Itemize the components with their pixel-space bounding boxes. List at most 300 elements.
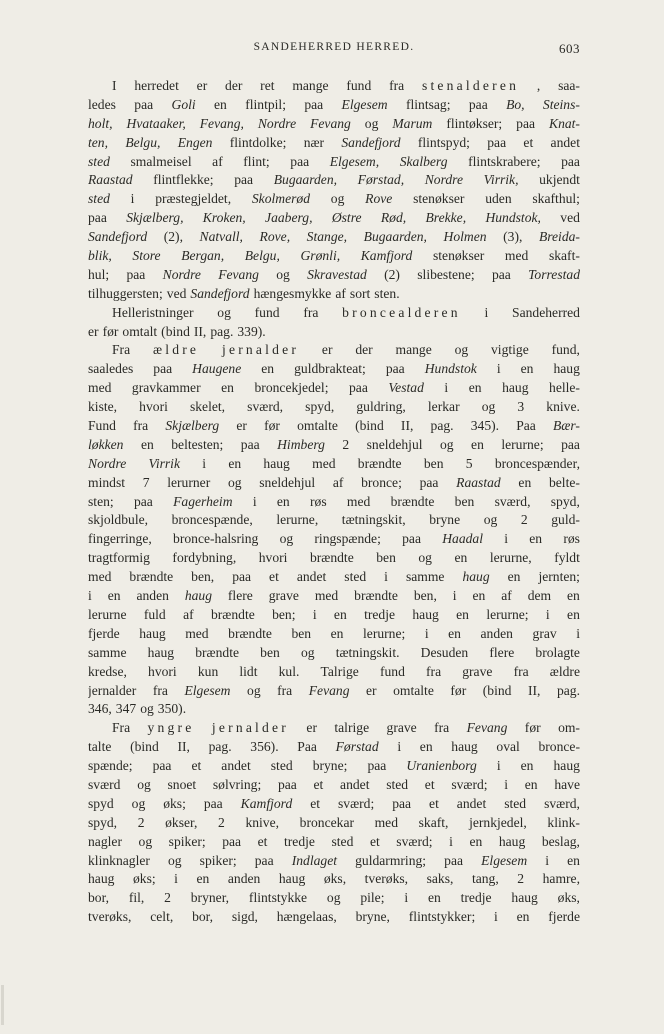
text-line [88, 530, 580, 549]
word: 2 [520, 512, 528, 528]
word: Engen [177, 134, 213, 150]
word: Fevang [310, 115, 351, 131]
word: paa [385, 361, 405, 377]
word: og [227, 474, 242, 490]
word: et [269, 569, 279, 585]
word: i [444, 380, 449, 396]
word: ukjendt [539, 172, 580, 188]
word: Elgesem [481, 852, 528, 868]
word: Haugene [192, 361, 242, 377]
word: beltesten; [171, 436, 224, 452]
text-line [88, 795, 580, 814]
word: tætningskit. [335, 644, 400, 660]
text-line [88, 134, 580, 153]
word: (bind [130, 739, 159, 755]
word: Indlaget [291, 852, 338, 868]
word: paa [134, 96, 154, 112]
word: (2) [384, 266, 400, 282]
word: mange [395, 342, 432, 358]
word: 345). [470, 418, 500, 434]
word: Nordre [424, 172, 463, 188]
word: flintdolke; [229, 134, 287, 150]
word: i [252, 493, 257, 509]
word: en [520, 758, 534, 774]
word: flere [227, 588, 253, 604]
word: i [496, 361, 501, 377]
word: anden [136, 588, 169, 604]
word: Talrige [320, 663, 359, 679]
word: Elgesem [184, 682, 231, 698]
word: en [469, 833, 483, 849]
text-line [88, 474, 580, 493]
word: der [225, 78, 243, 93]
word: paa [133, 493, 153, 509]
word: , [536, 78, 541, 93]
word: gravkammer [131, 380, 201, 396]
word: brændte [129, 569, 174, 585]
word: Raastad [456, 474, 501, 490]
word: Paa [297, 739, 317, 755]
word: 356). [250, 739, 279, 755]
word: Fra [112, 342, 131, 358]
text-line [88, 228, 580, 247]
word: i [88, 588, 92, 604]
word: og [276, 266, 290, 282]
word: Elgesem [341, 96, 388, 112]
word: af [183, 606, 194, 622]
word: bryne, [355, 909, 390, 925]
word: sværd [88, 776, 121, 792]
word: tilhuggersten; [88, 285, 163, 301]
word: Kroken, [202, 210, 246, 226]
word: og [364, 115, 379, 131]
text-line [88, 870, 580, 889]
word: en [333, 606, 347, 622]
word: Grønli, [300, 248, 341, 264]
word: holt, [88, 115, 113, 131]
word: ben [291, 625, 312, 641]
word: en [196, 871, 210, 887]
word: en [520, 361, 534, 377]
word: Bergan, [181, 248, 225, 264]
text-line [88, 606, 580, 625]
text-line [88, 663, 580, 682]
word: og [326, 890, 341, 906]
word: paa [254, 852, 274, 868]
word: hul; [88, 266, 110, 282]
word: i [384, 569, 388, 585]
word: i [404, 890, 409, 906]
word: et [424, 776, 435, 792]
word: af [501, 588, 512, 604]
word: fund, [551, 342, 580, 358]
word: i [576, 625, 580, 641]
word: og [279, 531, 294, 547]
word: en [228, 455, 242, 471]
word: andet [456, 795, 487, 811]
word: Østre [331, 210, 362, 226]
word: økser, [165, 814, 198, 830]
word: sted [331, 833, 354, 849]
word: en [468, 380, 482, 396]
word: paa [367, 758, 387, 774]
word: Bugaarden, [363, 229, 427, 245]
word: sted [88, 191, 110, 207]
word: fra [152, 682, 168, 698]
word: sværd; [337, 795, 375, 811]
word: talte [88, 739, 112, 755]
word: spiker; [168, 833, 206, 849]
word: hængesmykke [253, 285, 332, 301]
word: Rove [365, 191, 393, 207]
word: en [330, 625, 344, 641]
word: broncespænder, [494, 455, 580, 471]
word: andet [296, 569, 327, 585]
word: jernalder [211, 720, 289, 736]
word: sten; [88, 493, 114, 509]
word: af [212, 153, 223, 169]
word: oval [496, 739, 520, 755]
text-line [88, 266, 580, 285]
text-line [88, 417, 580, 436]
word: helle- [549, 380, 580, 396]
word: Hundstok, [485, 210, 541, 226]
word: Fevang [218, 266, 259, 282]
word: Holmen [443, 229, 487, 245]
word: Skolmerød [251, 191, 311, 207]
word: spænde; [88, 758, 133, 774]
word: fuld [143, 606, 166, 622]
text-line [88, 171, 580, 190]
text-line [88, 398, 580, 417]
word: øks, [557, 890, 580, 906]
word: et [369, 833, 380, 849]
word: flintøkser; [446, 115, 503, 131]
word: fra [426, 663, 442, 679]
text-line [88, 852, 580, 871]
word: Goli [171, 96, 196, 112]
word: Steins- [542, 96, 580, 112]
word: kul. [278, 663, 300, 679]
word: fund [379, 663, 405, 679]
word: ældre [152, 342, 200, 358]
text-line [88, 436, 580, 455]
word: i [494, 909, 498, 925]
word: Raastad [88, 172, 133, 188]
text-line [88, 549, 580, 568]
word: paa [349, 380, 368, 396]
word: ledes [88, 96, 116, 112]
word: hvori [148, 663, 177, 679]
word: et [257, 833, 268, 849]
text-line [88, 379, 580, 398]
word: og [138, 833, 153, 849]
word: af [332, 474, 344, 490]
word: ben [454, 493, 475, 509]
word: II, [400, 418, 414, 434]
word: fjerde [88, 625, 120, 641]
word: med [88, 569, 112, 585]
word: omtalte [297, 418, 338, 434]
word: anden [227, 871, 261, 887]
word: bronce-halsring [173, 531, 259, 547]
word: dem [527, 588, 552, 604]
word: Desuden [420, 644, 469, 660]
word: fingerringe, [88, 531, 152, 547]
word: paa [561, 153, 580, 169]
word: ben, [413, 588, 437, 604]
word: Fagerheim [173, 493, 233, 509]
word: bryne; [312, 758, 348, 774]
running-title: SANDEHERRED HERRED. [253, 41, 415, 53]
word: flintstykke [248, 890, 308, 906]
word: sted [386, 776, 409, 792]
word: (bind [161, 323, 190, 339]
word: sted [344, 569, 367, 585]
word: skjoldbule, [88, 512, 149, 528]
word: jernten; [538, 569, 580, 585]
word: grave [386, 720, 417, 736]
word: i [174, 871, 178, 887]
word: haug [462, 569, 490, 585]
word: mindst [88, 474, 126, 490]
word: knive. [546, 399, 580, 415]
word: før [102, 323, 119, 339]
word: i [545, 606, 550, 622]
word: andet [340, 776, 370, 792]
text-line [88, 644, 580, 663]
word: samme [88, 644, 127, 660]
word: guld- [551, 512, 580, 528]
word: i [484, 304, 489, 320]
word: paa [468, 96, 488, 112]
word: i [397, 739, 402, 755]
word: fra [389, 78, 405, 93]
word: fund [346, 78, 372, 93]
word: Nordre [88, 455, 127, 471]
word: haug [139, 625, 166, 641]
word: hamre, [542, 871, 580, 887]
text-line [88, 833, 580, 852]
word: 3 [517, 399, 525, 415]
word: sort [349, 285, 371, 301]
word: paa [491, 266, 511, 282]
word: en [140, 436, 154, 452]
word: i [504, 531, 509, 547]
word: lerurne; [501, 436, 544, 452]
body-text [88, 77, 580, 927]
word: bryner, [190, 890, 230, 906]
word: 347 [115, 701, 137, 717]
text-line [88, 455, 580, 474]
word: flintskrabere; [468, 153, 541, 169]
word: spyd [88, 795, 114, 811]
word: snoet [167, 776, 197, 792]
word: klink- [547, 814, 580, 830]
text-line [88, 360, 580, 379]
word: Førstad [335, 739, 379, 755]
word: have [554, 776, 580, 792]
word: haug [498, 833, 526, 849]
text-line [88, 96, 580, 115]
word: sted [88, 153, 110, 169]
word: Belgu, [125, 134, 161, 150]
word: Marum [392, 115, 433, 131]
word: Nordre [162, 266, 201, 282]
word: i [202, 455, 207, 471]
word: Uranienborg [406, 758, 477, 774]
word: (bind [355, 418, 384, 434]
word: og [483, 512, 498, 528]
word: og [247, 682, 261, 698]
word: flintpil; [245, 96, 286, 112]
word: flintspyd; [417, 134, 470, 150]
word: Bugaarden, [273, 172, 338, 188]
word: haug [88, 871, 115, 887]
word: med [88, 380, 112, 396]
text-line [88, 682, 580, 701]
word: præstegjeldet, [155, 191, 232, 207]
word: grave [462, 663, 493, 679]
text-line [88, 908, 580, 927]
word: skelet, [189, 399, 226, 415]
word: samme [405, 569, 445, 585]
word: 2 [342, 436, 350, 452]
word: Jaaberg, [265, 210, 313, 226]
word: en [471, 436, 484, 452]
word: broncekjedel; [254, 380, 329, 396]
word: i [312, 606, 317, 622]
word: flint; [243, 153, 270, 169]
text-line [88, 153, 580, 172]
word: grave [268, 588, 299, 604]
word: haug [263, 455, 290, 471]
word: hvori [258, 550, 288, 566]
text-line [88, 757, 580, 776]
word: ved [166, 285, 187, 301]
text-line [88, 889, 580, 908]
word: pile; [360, 890, 385, 906]
word: sten. [374, 285, 400, 301]
word: uden [485, 191, 512, 207]
word: haug [147, 644, 175, 660]
word: øks; [132, 871, 156, 887]
word: Sandefjord [190, 285, 250, 301]
word: Kamfjord [240, 795, 293, 811]
word: sigd, [231, 909, 258, 925]
word: om- [558, 720, 580, 736]
word: spyd, [88, 814, 118, 830]
scan-edge-mark [1, 985, 4, 1025]
word: er [321, 342, 333, 358]
word: guldarmring; [355, 852, 427, 868]
word: paa [392, 795, 412, 811]
word: haug [451, 739, 478, 755]
word: en [221, 380, 234, 396]
text-line [88, 738, 580, 757]
word: Rød, [380, 210, 407, 226]
word: beslag, [541, 833, 580, 849]
word: ældre [549, 663, 580, 679]
word: Skjælberg [165, 418, 220, 434]
word: haug [184, 588, 212, 604]
word: 2 [517, 871, 525, 887]
word: og [481, 399, 496, 415]
word: i [424, 625, 429, 641]
word: II, [193, 323, 207, 339]
word: klinknagler [88, 852, 150, 868]
word: guldbrakteat; [294, 361, 366, 377]
word: kredse, [88, 663, 127, 679]
text-line [88, 511, 580, 530]
word: brolagte [535, 644, 580, 660]
word: flere [489, 644, 515, 660]
text-line [88, 247, 580, 266]
word: omtalte [393, 682, 434, 698]
word: brændte [210, 606, 255, 622]
word: et [313, 776, 324, 792]
word: lerurne; [363, 625, 406, 641]
word: med [346, 493, 371, 509]
word: brændte [228, 625, 272, 641]
word: øks; [163, 795, 186, 811]
word: paa [153, 361, 173, 377]
word: belte- [548, 474, 580, 490]
text-line [88, 77, 580, 96]
word: slibestene; [417, 266, 475, 282]
word: Nordre [257, 115, 297, 131]
word: (3), [503, 229, 523, 245]
word: paa [222, 833, 242, 849]
word: brændte [309, 550, 354, 566]
word: celt, [150, 909, 174, 925]
word: nagler [88, 833, 122, 849]
word: tredje [283, 833, 315, 849]
word: Sandeherred [512, 304, 580, 320]
word: Sandefjord [341, 134, 401, 150]
word: og [300, 644, 315, 660]
word: paa [304, 96, 324, 112]
text-line [88, 323, 580, 342]
word: Vestad [388, 380, 424, 396]
word: sværd, [544, 795, 580, 811]
word: smalmeisel [130, 153, 192, 169]
word: tætningskit, [341, 512, 406, 528]
word: brændte [390, 493, 435, 509]
word: jernalder [88, 682, 137, 698]
word: 2 [164, 890, 171, 906]
word: og [454, 342, 469, 358]
word: andet [221, 758, 251, 774]
word: paa [516, 115, 536, 131]
word: er [236, 418, 247, 434]
text-line [88, 285, 580, 304]
word: anden [480, 625, 513, 641]
text-line [88, 115, 580, 134]
word: bryne [429, 512, 461, 528]
word: sværd; [451, 776, 488, 792]
word: sværd, [494, 493, 531, 509]
word: Sandefjord [88, 229, 148, 245]
text-line [88, 719, 580, 738]
page-number: 603 [559, 41, 580, 56]
word: 350). [157, 701, 187, 717]
word: med [314, 588, 339, 604]
word: paa [88, 210, 107, 226]
word: Virrik [148, 455, 180, 471]
word: lerurner [167, 474, 211, 490]
word: før [524, 720, 541, 736]
